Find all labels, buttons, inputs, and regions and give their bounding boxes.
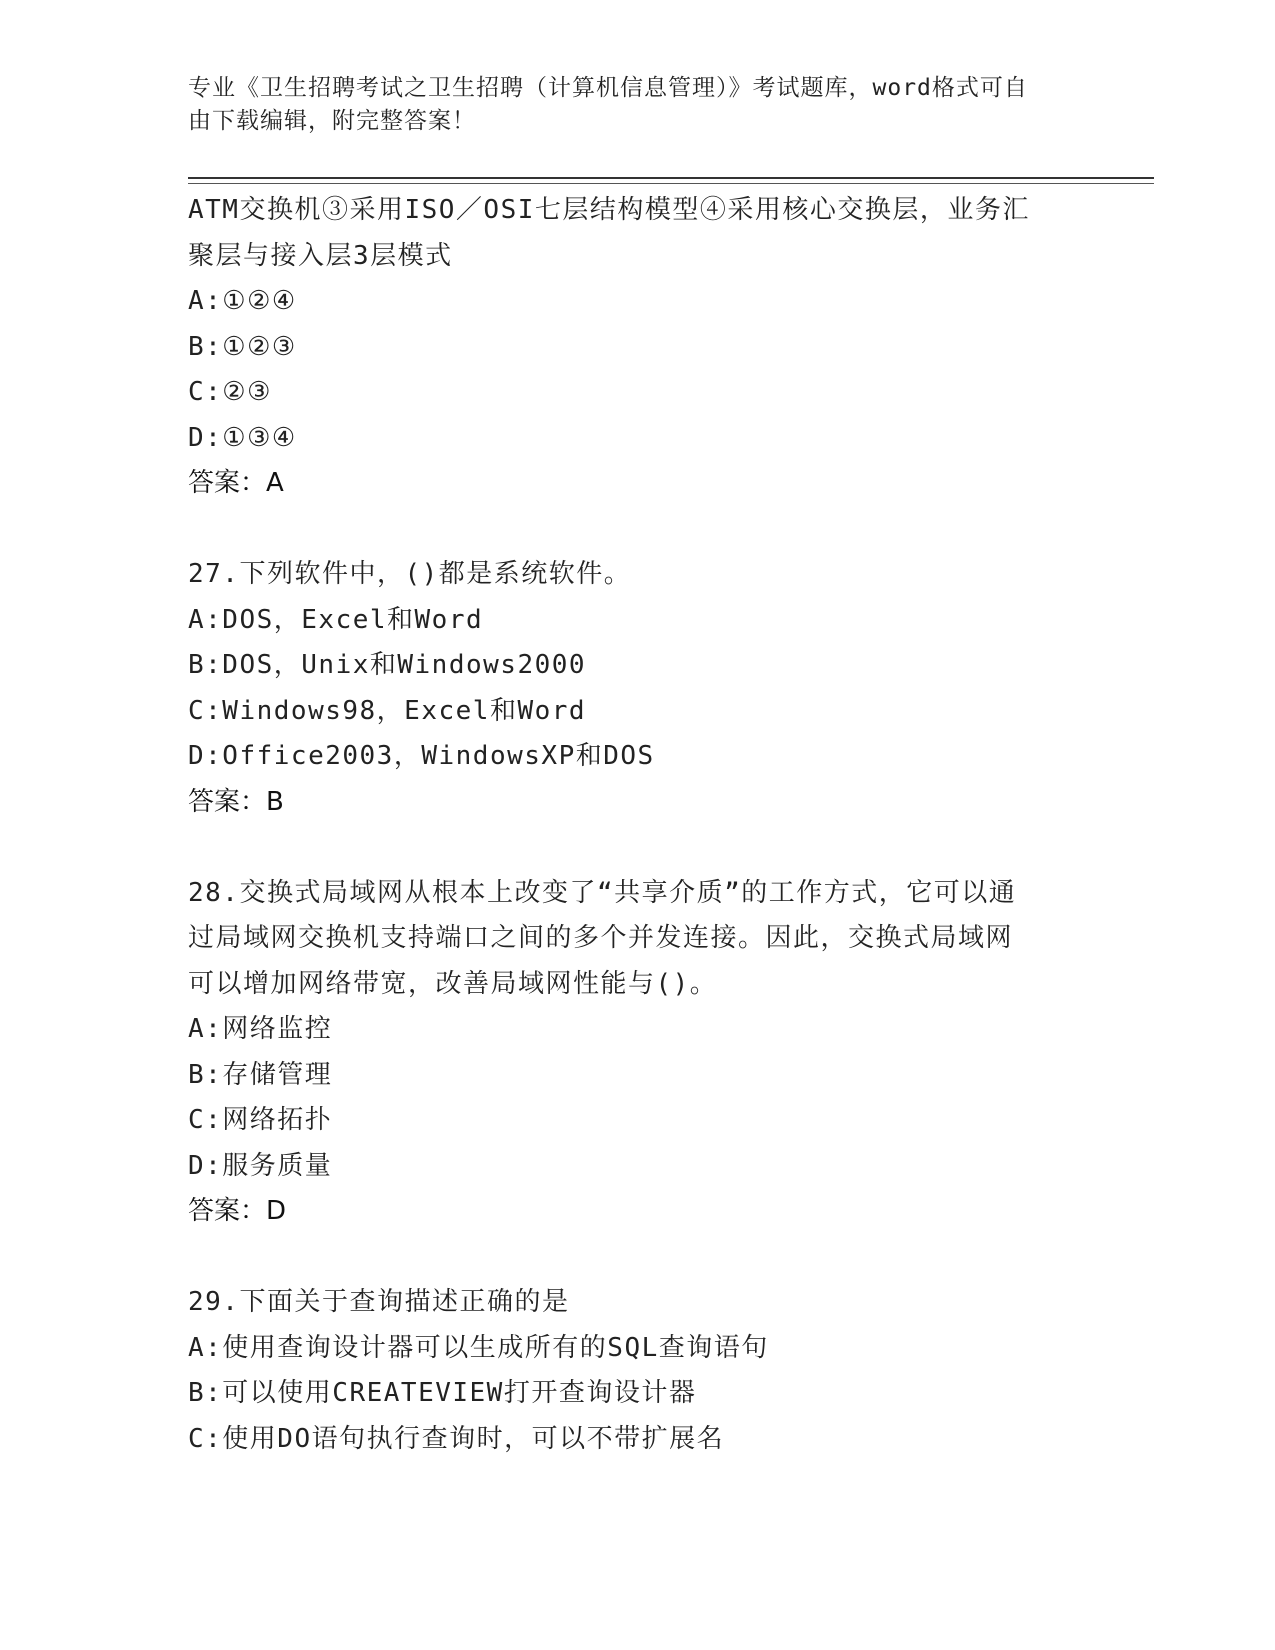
option-c: C:Windows98，Excel和Word [188, 695, 587, 726]
option-d: D:服务质量 [188, 1150, 333, 1181]
document-header [188, 72, 1068, 138]
option-d: D:Office2003，WindowsXP和DOS [188, 741, 655, 771]
header-line-2: 由下载编辑，附完整答案！ [188, 108, 476, 134]
option-b: B:可以使用CREATEVIEW打开查询设计器 [188, 1378, 697, 1408]
answer-line: 答案：A [188, 468, 284, 498]
question-26-continued [188, 188, 1088, 507]
spacer [188, 825, 1088, 871]
answer-line: 答案：B [188, 786, 284, 817]
option-b: B:①②③ [188, 331, 297, 362]
spacer [188, 1235, 1088, 1281]
spacer [188, 507, 1088, 553]
option-a: A:网络监控 [188, 1014, 333, 1044]
question-stem-line: 29.下面关于查询描述正确的是 [188, 1287, 570, 1317]
question-stem-line: ATM交换机③采用ISO／OSI七层结构模型④采用核心交换层，业务汇 [188, 195, 1030, 225]
option-c: C:②③ [188, 377, 272, 407]
header-divider-thin [188, 183, 1154, 184]
option-c: C:网络拓扑 [188, 1105, 333, 1135]
question-stem-line: 过局域网交换机支持端口之间的多个并发连接。因此，交换式局域网 [188, 923, 1014, 953]
question-stem-line: 28.交换式局域网从根本上改变了“共享介质”的工作方式，它可以通 [188, 877, 1017, 908]
question-stem-line: 可以增加网络带宽，改善局域网性能与()。 [188, 968, 718, 999]
question-list [188, 188, 1088, 1462]
option-c: C:使用DO语句执行查询时，可以不带扩展名 [188, 1423, 725, 1454]
question-stem-line: 27.下列软件中，()都是系统软件。 [188, 559, 632, 589]
option-b: B:DOS，Unix和Windows2000 [188, 650, 587, 680]
answer-line: 答案：D [188, 1196, 287, 1226]
option-b: B:存储管理 [188, 1059, 333, 1090]
question-27 [188, 552, 1088, 825]
header-divider-thick [188, 177, 1154, 179]
option-a: A:①②④ [188, 286, 297, 316]
question-28 [188, 871, 1088, 1235]
question-29 [188, 1280, 1088, 1462]
header-line-1: 专业《卫生招聘考试之卫生招聘（计算机信息管理）》考试题库，word格式可自 [188, 75, 1028, 101]
option-a: A:DOS，Excel和Word [188, 604, 484, 635]
question-stem-line: 聚层与接入层3层模式 [188, 240, 453, 271]
option-a: A:使用查询设计器可以生成所有的SQL查询语句 [188, 1332, 769, 1363]
option-d: D:①③④ [188, 422, 297, 453]
